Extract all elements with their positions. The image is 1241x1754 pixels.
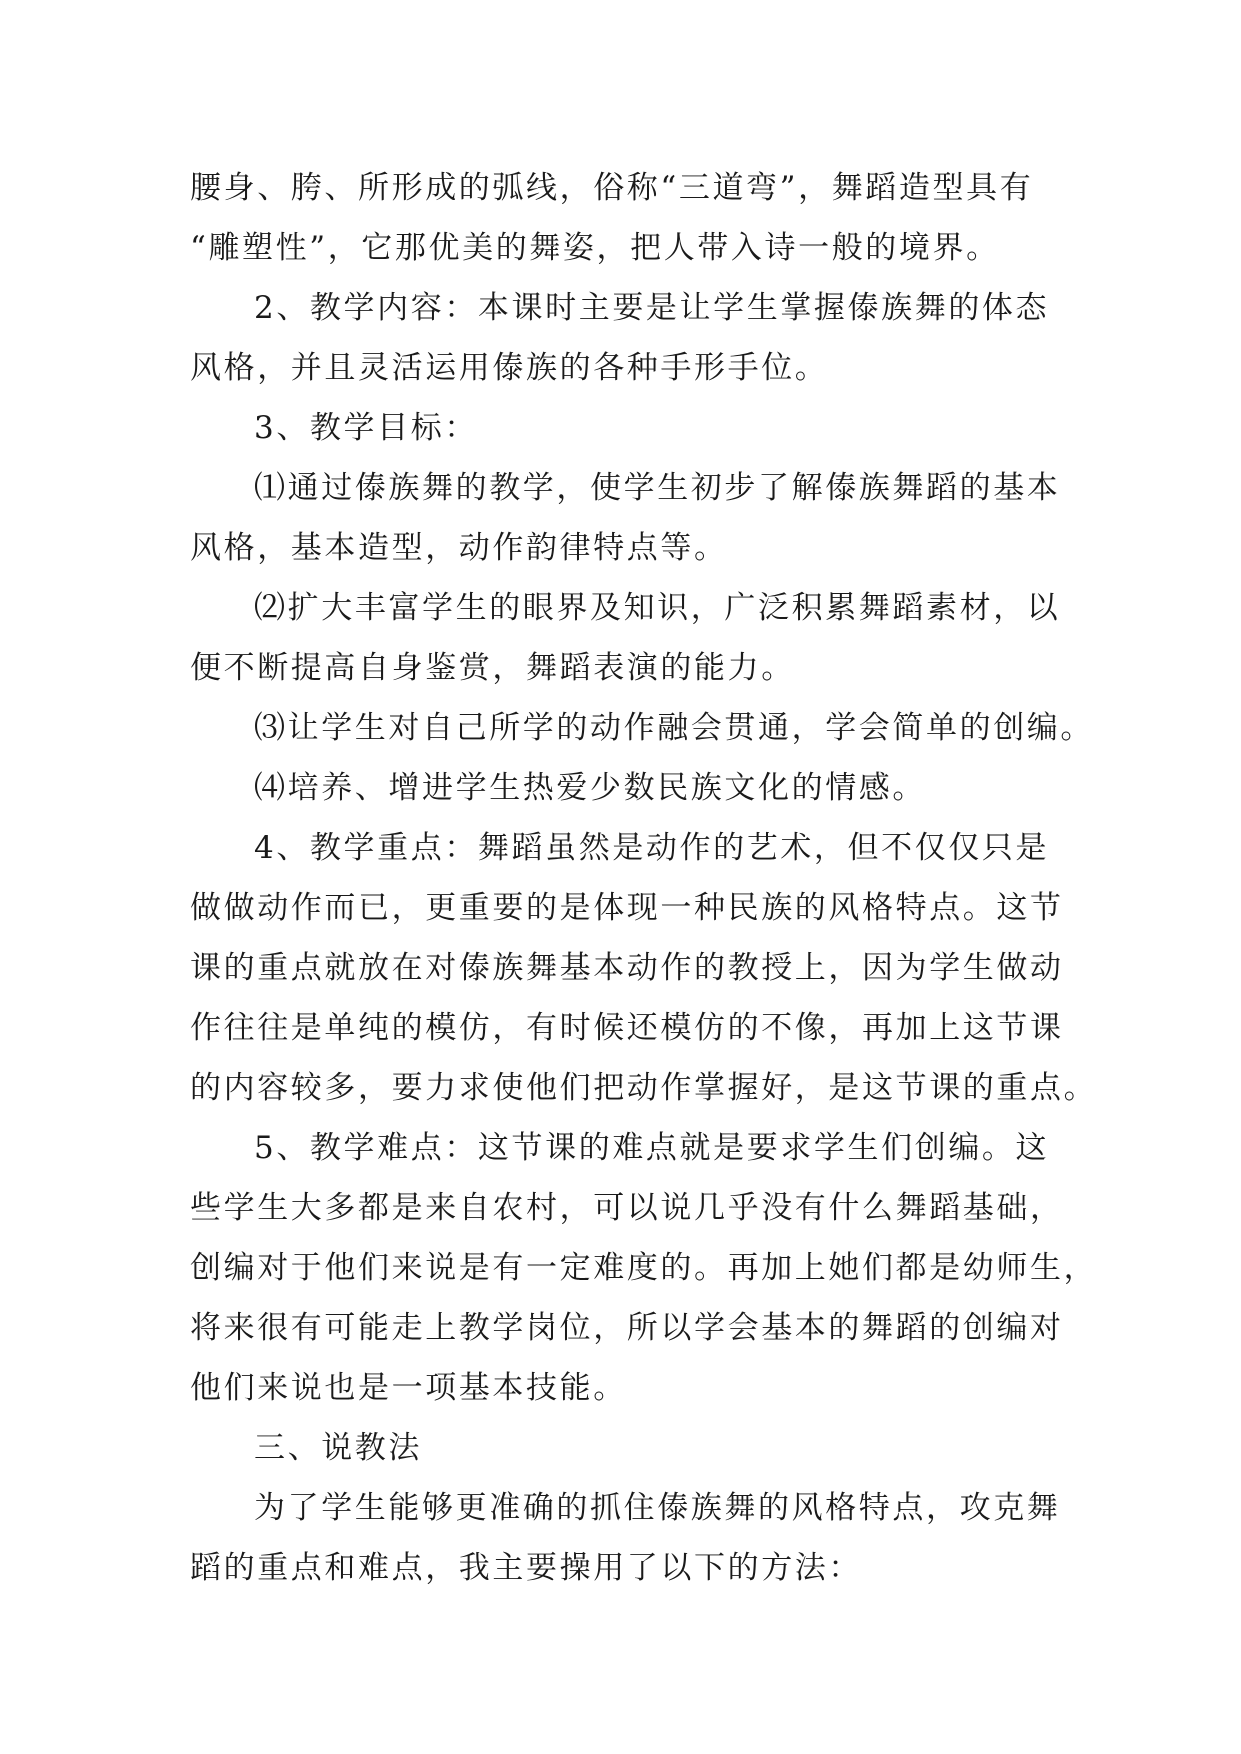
text-line: 4、教学重点：舞蹈虽然是动作的艺术，但不仅仅只是 bbox=[254, 830, 1050, 866]
section-heading: 3、教学目标： bbox=[254, 410, 478, 446]
text-line: 创编对于他们来说是有一定难度的。再加上她们都是幼师生， bbox=[190, 1250, 1098, 1286]
text-line: 风格，基本造型，动作韵律特点等。 bbox=[190, 530, 728, 566]
text-line: 5、教学难点：这节课的难点就是要求学生们创编。这 bbox=[254, 1130, 1050, 1166]
text-line: 2、教学内容：本课时主要是让学生掌握傣族舞的体态 bbox=[254, 290, 1050, 326]
text-line: 为了学生能够更准确的抓住傣族舞的风格特点，攻克舞 bbox=[254, 1490, 1061, 1526]
text-line: 些学生大多都是来自农村，可以说几乎没有什么舞蹈基础， bbox=[190, 1190, 1064, 1226]
text-line: 作往往是单纯的模仿，有时候还模仿的不像，再加上这节课 bbox=[190, 1010, 1064, 1046]
text-line: ⑷培养、增进学生热爱少数民族文化的情感。 bbox=[254, 770, 926, 806]
text-line: 他们来说也是一项基本技能。 bbox=[190, 1370, 627, 1406]
text-line: 做做动作而已，更重要的是体现一种民族的风格特点。这节 bbox=[190, 890, 1064, 926]
text-line: 课的重点就放在对傣族舞基本动作的教授上，因为学生做动 bbox=[190, 950, 1064, 986]
text-line: 将来很有可能走上教学岗位，所以学会基本的舞蹈的创编对 bbox=[190, 1310, 1064, 1346]
text-line: 的内容较多，要力求使他们把动作掌握好，是这节课的重点。 bbox=[190, 1070, 1098, 1106]
text-line: ⑶让学生对自己所学的动作融会贯通，学会简单的创编。 bbox=[254, 710, 1094, 746]
text-line: 便不断提高自身鉴赏，舞蹈表演的能力。 bbox=[190, 650, 795, 686]
document-body bbox=[190, 158, 1098, 1598]
text-line: 风格，并且灵活运用傣族的各种手形手位。 bbox=[190, 350, 829, 386]
text-line: ⑴通过傣族舞的教学，使学生初步了解傣族舞蹈的基本 bbox=[254, 470, 1061, 506]
text-line: 腰身、胯、所形成的弧线，俗称“三道弯”，舞蹈造型具有 bbox=[190, 170, 1034, 206]
text-line: “雕塑性”，它那优美的舞姿，把人带入诗一般的境界。 bbox=[190, 230, 1000, 266]
text-line: 蹈的重点和难点，我主要操用了以下的方法： bbox=[190, 1550, 862, 1586]
section-heading: 三、说教法 bbox=[254, 1430, 422, 1466]
text-line: ⑵扩大丰富学生的眼界及知识，广泛积累舞蹈素材，以 bbox=[254, 590, 1061, 626]
